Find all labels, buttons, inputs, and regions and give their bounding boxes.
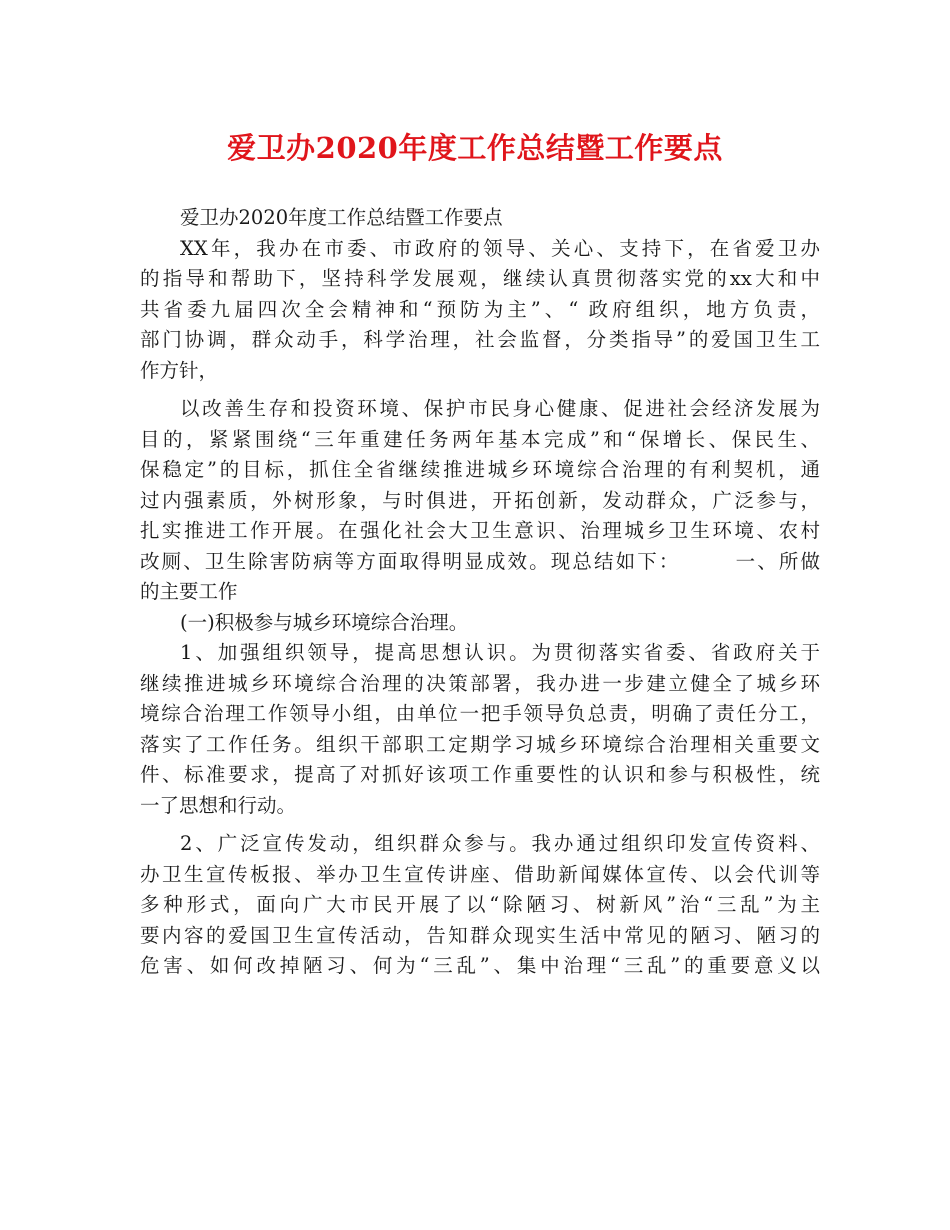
section-heading: (一)积极参与城乡环境综合治理。 [180,610,469,634]
paragraph-line: 1、加强组织领导，提高思想认识。为贯彻落实省委、省政府关于 [180,641,820,664]
paragraph-line: 危害、如何改掉陋习、何为“三乱”、集中治理“三乱”的重要意义以 [140,954,820,977]
paragraph-line: 以改善生存和投资环境、保护市民身心健康、促进社会经济发展为 [180,397,820,420]
paragraph-line: 部门协调，群众动手，科学治理，社会监督，分类指导”的爱国卫生工 [140,328,820,351]
document-body [140,203,820,982]
paragraph-line: 境综合治理工作领导小组，由单位一把手领导负总责，明确了责任分工， [140,702,820,725]
paragraph-line: 改厕、卫生除害防病等方面取得明显成效。现总结如下： 一、所做 [140,549,820,573]
paragraph-line: XX年，我办在市委、市政府的领导、关心、支持下，在省爱卫办 [180,236,820,260]
document-title: 爱卫办2020年度工作总结暨工作要点 [227,131,723,165]
paragraph-line: 办卫生宣传板报、举办卫生宣传讲座、借助新闻媒体宣传、以会代训等 [140,862,820,886]
paragraph-line: 的主要工作 [140,580,238,603]
paragraph-line: 件、标准要求，提高了对抓好该项工作重要性的认识和参与积极性，统 [140,763,820,786]
paragraph-line: 共省委九届四次全会精神和“预防为主”、“ 政府组织，地方负责， [140,297,820,321]
paragraph-line: 要内容的爱国卫生宣传活动，告知群众现实生活中常见的陋习、陋习的 [140,923,820,947]
subtitle-line: 爱卫办2020年度工作总结暨工作要点 [180,206,503,229]
paragraph-line: 2、广泛宣传发动，组织群众参与。我办通过组织印发宣传资料、 [180,832,820,855]
paragraph-line: 多种形式，面向广大市民开展了以“除陋习、树新风”治“三乱”为主 [140,893,820,916]
paragraph-line: 落实了工作任务。组织干部职工定期学习城乡环境综合治理相关重要文 [140,732,820,756]
paragraph-line: 扎实推进工作开展。在强化社会大卫生意识、治理城乡卫生环境、农村 [140,519,820,542]
paragraph-line: 目的，紧紧围绕“三年重建任务两年基本完成”和“保增长、保民生、 [140,427,820,451]
paragraph-line: 作方针， [140,358,219,382]
paragraph-line: 过内强素质，外树形象，与时俱进，开拓创新，发动群众，广泛参与， [140,488,820,512]
paragraph-line: 一了思想和行动。 [140,793,297,817]
paragraph-line: 继续推进城乡环境综合治理的决策部署，我办进一步建立健全了城乡环 [140,671,820,695]
paragraph-line: 的指导和帮助下，坚持科学发展观，继续认真贯彻落实党的xx大和中 [140,267,820,290]
paragraph-line: 保稳定”的目标，抓住全省继续推进城乡环境综合治理的有利契机，通 [140,458,820,481]
